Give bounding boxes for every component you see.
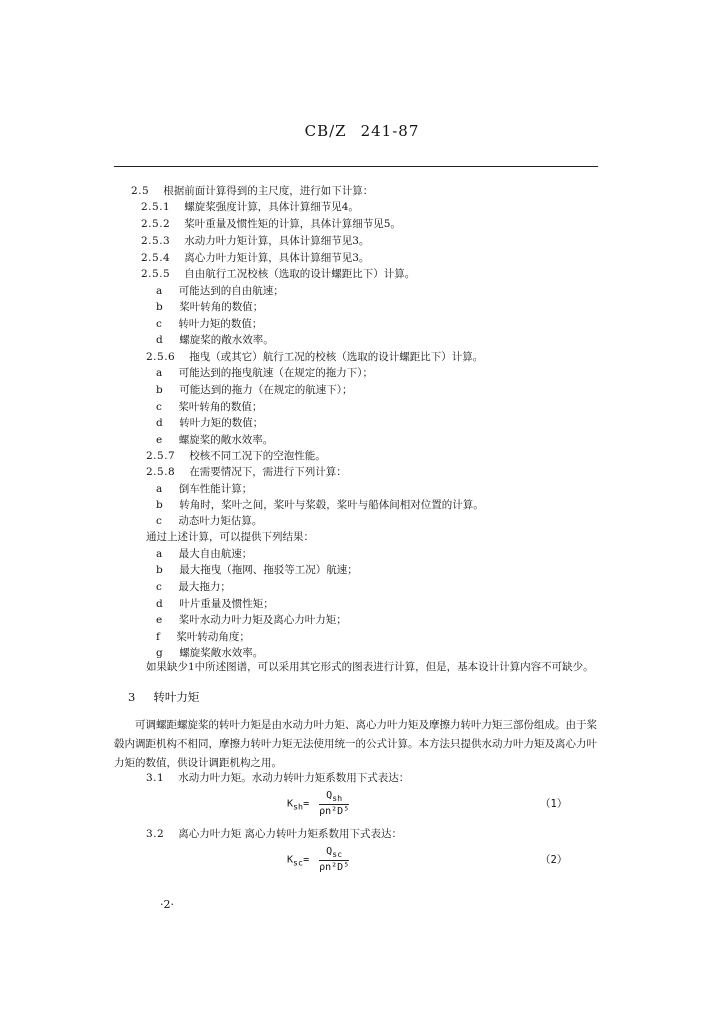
- clause-number: a: [156, 483, 163, 495]
- clause-text: 通过上述计算，可以提供下列结果：: [146, 531, 314, 543]
- clause-line: [146, 530, 314, 544]
- section-3-number: 3: [128, 690, 136, 704]
- clause-text: 倒车性能计算；: [178, 483, 253, 495]
- section-3-heading: [128, 690, 199, 704]
- subsection-3-1-text: 水动力叶力矩。水动力转叶力矩系数用下式表达：: [178, 772, 410, 784]
- clause-number: 2.5.8: [146, 466, 176, 478]
- formula-2-numerator: Q: [326, 846, 333, 857]
- subsection-3-1-number: 3.1: [146, 772, 165, 784]
- clause-number: a: [156, 367, 163, 379]
- clause-line: [156, 284, 284, 298]
- clause-text: 根据前面计算得到的主尺度，进行如下计算：: [163, 185, 374, 197]
- clause-number: 2.5.4: [141, 252, 171, 264]
- clause-line: [156, 300, 263, 314]
- formula-1-lhs-sub: sh: [293, 801, 304, 812]
- clause-line: [156, 613, 347, 627]
- formula-2-denominator: ρn²D⁵: [319, 862, 350, 873]
- subsection-3-1: [146, 771, 409, 785]
- clause-text: 如果缺少1中所述图谱，可以采用其它形式的图表进行计算，但是，基本设计计算内容不可缺少。: [146, 661, 594, 673]
- section-3-paragraph: 可调螺距螺旋桨的转叶力矩是由水动力叶力矩、离心力叶力矩及摩擦力转叶力矩三部份组成。由于桨毂内调距机构不相同，摩擦力转叶力矩无法使用统一的公式计算。本方法只提供水动力叶力矩及离心力叶力矩的数值，供设计调距机构之用。: [114, 719, 597, 769]
- clause-text: 螺旋桨的敞水效率。: [178, 434, 274, 446]
- subsection-3-2-number: 3.2: [146, 828, 165, 840]
- clause-text: 最大拖曳（拖网、拖驳等工况）航速；: [179, 564, 358, 576]
- clause-line: [156, 333, 274, 347]
- formula-2-lhs: K: [287, 854, 294, 866]
- formula-2: [287, 846, 349, 873]
- clause-text: 螺旋桨的敞水效率。: [179, 334, 274, 346]
- clause-line: [156, 317, 262, 331]
- clause-line: [141, 234, 369, 248]
- clause-number: c: [156, 515, 163, 527]
- clause-line: [146, 350, 483, 364]
- equation-label-2: （2）: [540, 854, 568, 866]
- clause-number: 2.5.7: [146, 450, 176, 462]
- clause-number: c: [156, 318, 163, 330]
- clause-number: d: [156, 417, 164, 429]
- clause-text: 转角时，桨叶之间，桨叶与桨毂，桨叶与船体间相对位置的计算。: [179, 499, 484, 511]
- clause-text: 桨叶转角的数值；: [179, 301, 264, 313]
- formula-2-eq: =: [303, 854, 310, 866]
- clause-number: b: [156, 384, 164, 396]
- formula-1-fraction: [319, 790, 349, 817]
- clause-line: [156, 366, 373, 380]
- clause-line: [141, 217, 401, 231]
- clause-line: [156, 580, 231, 594]
- header-rule: [114, 166, 598, 167]
- clause-number: e: [156, 434, 163, 446]
- clause-text: 水动力叶力矩计算，具体计算细节见3。: [184, 235, 370, 247]
- clause-text: 桨叶转动角度；: [176, 631, 250, 643]
- clause-line: [156, 563, 358, 577]
- subsection-3-2-text: 离心力叶力矩 离心力转叶力矩系数用下式表达：: [178, 828, 403, 840]
- clause-number: b: [156, 564, 164, 576]
- subsection-3-2: [146, 827, 402, 841]
- clause-text: 动态叶力矩估算。: [178, 515, 263, 527]
- clause-text: 最大自由航速；: [178, 548, 253, 560]
- clause-text: 离心力叶力矩计算，具体计算细节见3。: [184, 252, 370, 264]
- clause-text: 叶片重量及惯性矩；: [179, 598, 274, 610]
- clause-number: 2.5.5: [141, 268, 171, 280]
- clause-number: b: [156, 301, 164, 313]
- clause-number: e: [156, 614, 163, 626]
- clause-line: [141, 200, 359, 214]
- clause-number: b: [156, 499, 164, 511]
- clause-number: 2.5: [131, 185, 150, 197]
- clause-text: 可能达到的拖力（在规定的航速下）；: [179, 384, 353, 396]
- clause-text: 转叶力矩的数值；: [179, 417, 264, 429]
- clause-text: 螺旋桨敞水效率。: [179, 647, 264, 659]
- standard-number: 241-87: [360, 122, 420, 140]
- clause-line: [156, 433, 273, 447]
- clause-number: 2.5.6: [146, 351, 176, 363]
- clause-text: 校核不同工况下的空泡性能。: [189, 450, 326, 462]
- clause-line: [156, 514, 262, 528]
- clause-line: [156, 597, 274, 611]
- page-number: ·2·: [160, 898, 174, 911]
- formula-1-lhs: K: [287, 798, 294, 810]
- clause-line: [146, 449, 326, 463]
- equation-label-1: （1）: [540, 798, 568, 810]
- clause-line: [156, 646, 263, 660]
- clause-text: 转叶力矩的数值；: [178, 318, 263, 330]
- clause-text: 可能达到的自由航速；: [178, 285, 284, 297]
- formula-1-eq: =: [303, 798, 310, 810]
- clause-number: g: [156, 647, 164, 659]
- clause-text: 桨叶转角的数值；: [178, 401, 263, 413]
- clause-line: [146, 660, 594, 674]
- clause-number: a: [156, 548, 163, 560]
- formula-2-fraction: [319, 846, 349, 873]
- clause-number: d: [156, 598, 164, 610]
- section-3-title: 转叶力矩: [153, 690, 200, 704]
- formula-2-numerator-sub: sc: [332, 849, 343, 859]
- clause-line: [156, 416, 263, 430]
- clause-text: 螺旋桨强度计算，具体计算细节见4。: [184, 201, 359, 213]
- clause-line: [156, 498, 484, 512]
- clause-text: 桨叶重量及惯性矩的计算，具体计算细节见5。: [184, 218, 401, 230]
- clause-line: [141, 267, 415, 281]
- clause-text: 自由航行工况校核（选取的设计螺距比下）计算。: [184, 268, 416, 280]
- clause-number: c: [156, 581, 163, 593]
- document-header: [0, 122, 724, 140]
- clause-text: 可能达到的拖曳航速（在规定的拖力下）；: [178, 367, 374, 379]
- clause-number: 2.5.2: [141, 218, 171, 230]
- formula-1-numerator-sub: sh: [332, 793, 343, 803]
- clause-number: c: [156, 401, 163, 413]
- formula-1-denominator: ρn²D⁵: [319, 806, 350, 817]
- clause-line: [146, 465, 347, 479]
- formula-1-numerator: Q: [326, 790, 333, 801]
- clause-line: [131, 184, 373, 198]
- clause-line: [156, 383, 352, 397]
- formula-1: [287, 790, 349, 817]
- clause-line: [141, 251, 369, 265]
- clause-number: 2.5.1: [141, 201, 171, 213]
- clause-line: [156, 400, 262, 414]
- clause-number: d: [156, 334, 164, 346]
- clause-line: [156, 482, 252, 496]
- clause-text: 在需要情况下，需进行下列计算：: [189, 466, 347, 478]
- clause-text: 桨叶水动力叶力矩及离心力叶力矩；: [178, 614, 347, 626]
- standard-code: CB/Z: [304, 122, 347, 140]
- formula-2-lhs-sub: sc: [293, 857, 304, 868]
- clause-number: f: [156, 631, 161, 643]
- clause-line: [156, 547, 252, 561]
- clause-number: 2.5.3: [141, 235, 171, 247]
- clause-text: 最大拖力；: [178, 581, 231, 593]
- clause-text: 拖曳（或其它）航行工况的校核（选取的设计螺距比下）计算。: [189, 351, 484, 363]
- clause-number: a: [156, 285, 163, 297]
- clause-line: [156, 630, 250, 644]
